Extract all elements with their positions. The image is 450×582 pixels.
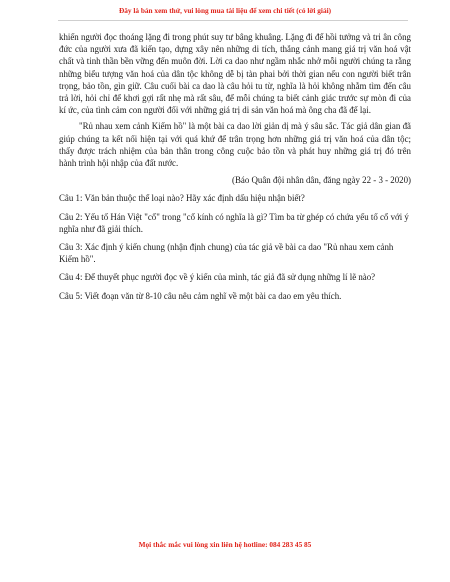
passage-paragraph-1: khiến người đọc thoáng lặng đi trong phút suy tư bâng khuâng. Lặng đi để hồi tưởng và tri ân công đức của người xưa đã kiến tạo, dựng xây nên những di tích, thắng cảnh mang giá trị văn hoá vật chất và tinh thần bền vững đến muôn đời. Lời ca dao như ngầm nhắc nhở mỗi người chúng ta rằng những biểu tượng văn hoá của dân tộc không dễ bị tàn phai bởi thời gian nếu con người biết trân trọng, bảo tồn, gìn giữ. Câu cuối bài ca dao là câu hỏi tu từ, nghĩa là hỏi không nhằm tìm đến câu trả lời, hỏi chỉ để khơi gợi rất nhẹ mà rất sâu, để mỗi chúng ta biết cảnh giác trước sự mòn đi của kí ức, của tình cảm con người đối với những giá trị di sản văn hoá mà ông cha đã để lại. — [59, 32, 411, 116]
question-3: Câu 3: Xác định ý kiến chung (nhận định chung) của tác giả về bài ca dao "Rủ nhau xem cảnh Kiếm hồ". — [59, 242, 394, 265]
header-divider — [58, 20, 408, 21]
question-2: Câu 2: Yếu tố Hán Việt "cổ" trong "cổ kính có nghĩa là gì? Tìm ba từ ghép có chứa yếu tố cổ với ý nghĩa như đã giải thích. — [59, 211, 409, 234]
passage-paragraph-2: "Rủ nhau xem cảnh Kiếm hồ" là một bài ca dao lời giản dị mà ý sâu sắc. Tác giả dân gian đã giúp chúng ta kết nối hiện tại với quá khứ để trân trọng hơn những giá trị văn hoá của dân tộc; thấy được trách nhiệm của bản thân trong công cuộc bảo tồn và phát huy những giá trị đó trên hành trình hội nhập của đất nước. — [59, 121, 411, 169]
question-5: Câu 5: Viết đoạn văn từ 8-10 câu nêu cảm nghĩ về một bài ca dao em yêu thích. — [59, 290, 342, 301]
document-body — [59, 31, 411, 302]
hotline-footer: Mọi thắc mắc vui lòng xin liên hệ hotline: 084 283 45 85 — [138, 540, 312, 549]
preview-notice: Đây là bản xem thử, vui lòng mua tài liệu để xem chi tiết (có lời giải) — [118, 6, 332, 15]
question-4: Câu 4: Để thuyết phục người đọc về ý kiến của mình, tác giả đã sử dụng những lí lẽ nào? — [59, 272, 376, 283]
question-1: Câu 1: Văn bản thuộc thể loại nào? Hãy xác định dấu hiệu nhận biết? — [59, 193, 305, 204]
passage-source: (Báo Quân đội nhân dân, đăng ngày 22 - 3 - 2020) — [232, 175, 411, 186]
